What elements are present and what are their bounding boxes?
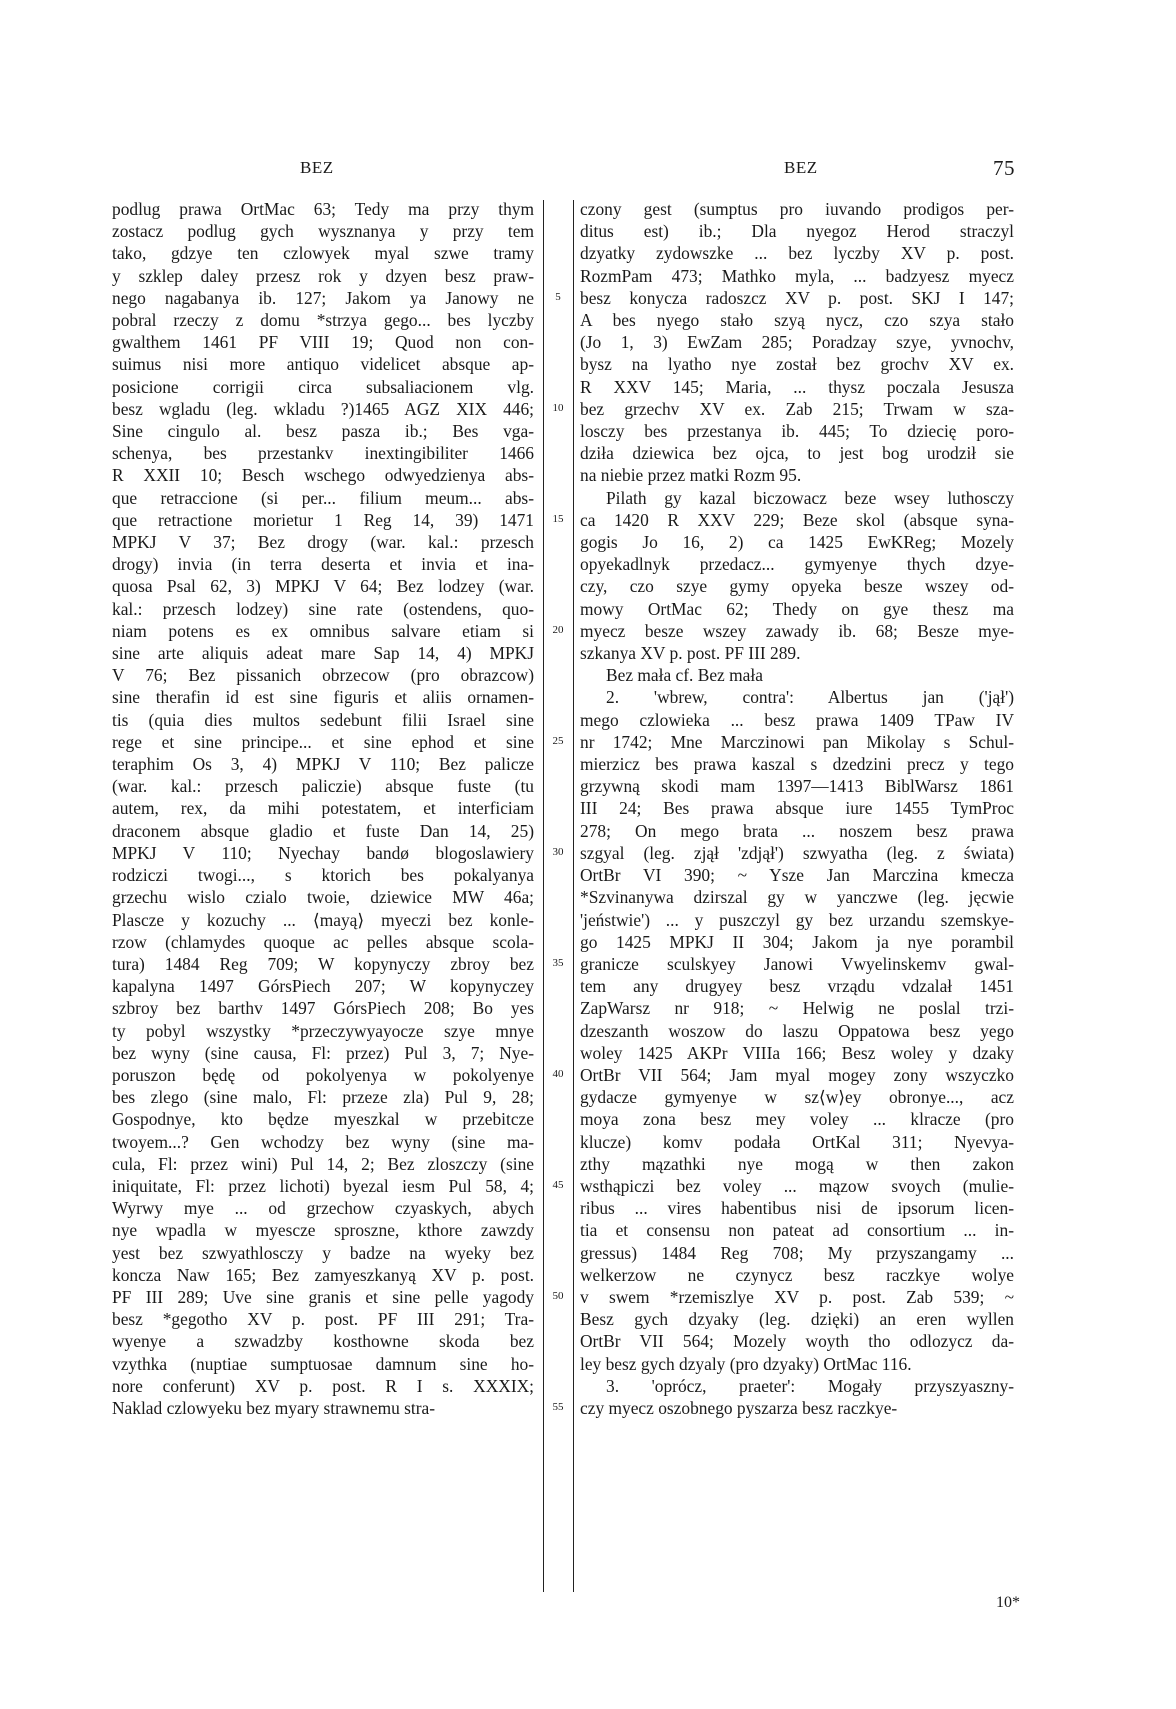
- text-line: niam potens es ex omnibus salvare etiam si: [112, 620, 534, 641]
- text-line: dzyatky zydowszke ... bez lyczby XV p. post.: [580, 243, 1014, 264]
- text-line: mego czlowieka ... besz prawa 1409 TPaw IV: [580, 709, 1014, 730]
- text-line: Gospodnye, kto będze myeszkal w przebitcze: [112, 1109, 534, 1130]
- text-line: wyenye a szwadzby kosthowne skoda bez: [112, 1331, 534, 1352]
- text-line: szgyal (leg. zjął 'zdjął') szwyatha (leg. z świata): [580, 842, 1014, 863]
- text-line: zostacz podlug gych wysznanya y przy tem: [112, 221, 534, 242]
- text-line: MPKJ V 110; Nyechay bandø blogoslawiery: [112, 842, 534, 863]
- text-line: A bes nyego stało szyą nycz, czo szya stało: [580, 310, 1014, 331]
- text-line: Plascze y kozuchy ... ⟨mayą⟩ myeczi bez konle-: [112, 909, 534, 930]
- text-line: gwalthem 1461 PF VIII 19; Quod non con-: [112, 332, 534, 353]
- text-line: sine arte aliquis adeat mare Sap 14, 4) MPKJ: [112, 643, 534, 664]
- text-line: cula, Fl: przez wini) Pul 14, 2; Bez zloszczy (sine: [112, 1153, 534, 1174]
- text-line: bysz na lyatho nye został bez grochv XV ex.: [580, 354, 1014, 375]
- text-line: 'jeństwie') ... y puszczyl gy bez urzandu szemskye-: [580, 909, 1014, 930]
- line-number: 10: [552, 401, 564, 414]
- text-line: (Jo 1, 3) EwZam 285; Poradzay szye, yvnochv,: [580, 332, 1014, 353]
- line-number: 40: [552, 1067, 564, 1080]
- text-line: gogis Jo 16, 2) ca 1425 EwKReg; Mozely: [580, 532, 1014, 553]
- text-line: grzechu wislo czialo twoie, dziewice MW 46a;: [112, 887, 534, 908]
- line-number: 45: [552, 1178, 564, 1191]
- text-line: gydacze gymyenye w sz⟨w⟩ey obronye..., acz: [580, 1087, 1014, 1108]
- text-line: besz konycza radoszcz XV p. post. SKJ I 147;: [580, 287, 1014, 308]
- text-line: PF III 289; Uve sine granis et sine pelle yagody: [112, 1286, 534, 1307]
- text-line: pobral rzeczy z domu *strzya gego... bes lyczby: [112, 310, 534, 331]
- text-line: OrtBr VII 564; Mozely woyth tho odlozycz da-: [580, 1331, 1014, 1352]
- text-line: schenya, bes przestankv inextingibiliter 1466: [112, 443, 534, 464]
- line-number: 20: [552, 623, 564, 636]
- text-line: besz wgladu (leg. wkladu ?)1465 AGZ XIX 446;: [112, 398, 534, 419]
- column-rule-left: [543, 200, 544, 1592]
- text-line: bez grzechv XV ex. Zab 215; Trwam w sza-: [580, 398, 1014, 419]
- text-line: twoyem...? Gen wchodzy bez wyny (sine ma-: [112, 1131, 534, 1152]
- text-line: ditus est) ib.; Dla nyegoz Herod straczyl: [580, 221, 1014, 242]
- text-line: podlug prawa OrtMac 63; Tedy ma przy thym: [112, 199, 534, 219]
- text-line: vzythka (nuptiae sumptuosae damnum sine ho-: [112, 1353, 534, 1374]
- text-line: nye wpadla w myescze sproszne, kthore zawzdy: [112, 1220, 534, 1241]
- text-line: klucze) komv podała OrtKal 311; Nyevya-: [580, 1131, 1014, 1152]
- signature-mark: 10*: [996, 1594, 1020, 1611]
- text-line: losczy bes przestanya ib. 445; To dziecię poro-: [580, 421, 1014, 442]
- text-line: go 1425 MPKJ II 304; Jakom ja nye porambil: [580, 931, 1014, 952]
- text-line: tia et consensu non pateat ad consortium ... in-: [580, 1220, 1014, 1241]
- text-line: kal.: przesch lodzey) sine rate (ostendens, quo-: [112, 598, 534, 619]
- text-line: mowy OrtMac 62; Thedy on gye thesz ma: [580, 598, 1014, 619]
- line-number: 5: [555, 290, 561, 303]
- line-number: 35: [552, 956, 564, 969]
- text-line: kapalyna 1497 GórsPiech 207; W kopynyczey: [112, 976, 534, 997]
- line-number: 25: [552, 734, 564, 747]
- text-line: czy myecz oszobnego pyszarza besz raczkye-: [580, 1397, 898, 1418]
- text-line: 3. 'oprócz, praeter': Mogały przyszyaszny-: [606, 1375, 1014, 1396]
- text-line: szbroy bez barthv 1497 GórsPiech 208; Bo yes: [112, 998, 534, 1019]
- text-line: nore conferunt) XV p. post. R I s. XXXIX;: [112, 1375, 534, 1396]
- text-line: ca 1420 R XXV 229; Beze skol (absque syna-: [580, 509, 1014, 530]
- text-line: szkanya XV p. post. PF III 289.: [580, 643, 801, 664]
- text-line: que retraccione (si per... filium meum... abs-: [112, 487, 534, 508]
- text-line: MPKJ V 37; Bez drogy (war. kal.: przesch: [112, 532, 534, 553]
- text-line: granicze sculskyey Janowi Vwyelinskemv gwal-: [580, 953, 1014, 974]
- text-line: nr 1742; Mne Marczinowi pan Mikolay s Schul-: [580, 731, 1014, 752]
- text-line: czy, czo szye gymy opyeka besze wszey od-: [580, 576, 1014, 597]
- text-line: autem, rex, da mihi potestatem, et interficiam: [112, 798, 534, 819]
- text-line: quosa Psal 62, 3) MPKJ V 64; Bez lodzey (war.: [112, 576, 534, 597]
- text-line: III 24; Bes prawa absque iure 1455 TymProc: [580, 798, 1014, 819]
- text-line: (war. kal.: przesch paliczie) absque fuste (tu: [112, 776, 534, 797]
- left-column: [112, 198, 534, 1419]
- text-line: R XXV 145; Maria, ... thysz poczala Jesusza: [580, 376, 1014, 397]
- text-line: Pilath gy kazal biczowacz beze wsey luthosczy: [606, 487, 1014, 508]
- text-line: poruszon będę od pokolyenya w pokolyenye: [112, 1064, 534, 1085]
- text-line: sine therafin id est sine figuris et aliis ornamen-: [112, 687, 534, 708]
- text-line: tura) 1484 Reg 709; W kopynyczy zbroy bez: [112, 953, 534, 974]
- text-line: Besz gych dzyaky (leg. dzięki) an eren wyllen: [580, 1309, 1014, 1330]
- text-line: welkerzow ne czynycz besz raczkye wolye: [580, 1264, 1014, 1285]
- text-line: Wyrwy mye ... od grzechow czyaskych, abych: [112, 1198, 534, 1219]
- running-head-right: BEZ: [784, 158, 818, 177]
- text-line: rege et sine principe... et sine ephod et sine: [112, 731, 534, 752]
- text-line: tako, gdzye ten czlowyek myal szwe tramy: [112, 243, 534, 264]
- text-line: teraphim Os 3, 4) MPKJ V 110; Bez palicze: [112, 754, 534, 775]
- line-number: 30: [552, 845, 564, 858]
- line-number: 15: [552, 512, 564, 525]
- text-line: v swem *rzemiszlye XV p. post. Zab 539; ~: [580, 1286, 1014, 1307]
- text-line: iniquitate, Fl: przez lichoti) byezal iesm Pul 58, 4;: [112, 1175, 534, 1196]
- text-line: mierzicz bes prawa kaszal s dzedzini precz y tego: [580, 754, 1014, 775]
- text-line: OrtBr VI 390; ~ Ysze Jan Marczina kmecza: [580, 865, 1014, 886]
- text-line: nego nagabanya ib. 127; Jakom ya Janowy ne: [112, 287, 534, 308]
- text-line: grzywną skodi mam 1397—1413 BiblWarsz 1861: [580, 776, 1014, 797]
- text-line: koncza Naw 165; Bez zamyeszkanyą XV p. post.: [112, 1264, 534, 1285]
- text-line: 2. 'wbrew, contra': Albertus jan ('jął'): [606, 687, 1014, 708]
- right-column: [580, 198, 1014, 1419]
- text-line: opyekadlnyk przedacz... gymyenye thych dzye-: [580, 554, 1014, 575]
- text-line: myecz besze wszey zawady ib. 68; Besze mye-: [580, 620, 1014, 641]
- text-line: ZapWarsz nr 918; ~ Helwig ne poslal trzi-: [580, 998, 1014, 1019]
- text-line: rzow (chlamydes quoque ac pelles absque scola-: [112, 931, 534, 952]
- text-line: gressus) 1484 Reg 708; My przyszangamy ...: [580, 1242, 1014, 1263]
- text-line: dziła dziewica bez ojca, to jest bog urodził sie: [580, 443, 1014, 464]
- text-line: V 76; Bez pissanich obrzecow (pro obrazcow): [112, 665, 534, 686]
- text-line: suimus nisi more antiquo videlicet absque ap-: [112, 354, 534, 375]
- text-line: yest bez szwyathlosczy y badze na wyeky bez: [112, 1242, 534, 1263]
- text-line: bez wyny (sine causa, Fl: przez) Pul 3, 7; Nye-: [112, 1042, 534, 1063]
- text-line: ty pobyl wszystky *przeczywyayocze szye mnye: [112, 1020, 534, 1041]
- text-line: OrtBr VII 564; Jam myal mogey zony wszyczko: [580, 1064, 1014, 1085]
- text-line: zthy mązathki nye mogą w then zakon: [580, 1153, 1014, 1174]
- text-line: besz *gegotho XV p. post. PF III 291; Tra-: [112, 1309, 534, 1330]
- text-line: draconem absque gladio et fuste Dan 14, 25): [112, 820, 534, 841]
- text-line: Naklad czlowyeku bez myary strawnemu stra-: [112, 1397, 436, 1418]
- text-line: na niebie przez matki Rozm 95.: [580, 465, 802, 486]
- text-line: 278; On mego brata ... noszem besz prawa: [580, 820, 1014, 841]
- text-line: posicione corrigii circa subsaliacionem vlg.: [112, 376, 534, 397]
- text-line: dzeszanth woszow do laszu Oppatowa besz yego: [580, 1020, 1014, 1041]
- text-line: ribus ... vires habentibus nisi de ipsorum licen-: [580, 1198, 1014, 1219]
- text-line: tis (quia dies multos sedebunt filii Israel sine: [112, 709, 534, 730]
- page-number: 75: [993, 156, 1015, 180]
- text-line: drogy) invia (in terra deserta et invia et ina-: [112, 554, 534, 575]
- text-line: que retractione morietur 1 Reg 14, 39) 1471: [112, 509, 534, 530]
- text-line: *Szvinanywa dzirszal gy w yanczwe (leg. jęcwie: [580, 887, 1014, 908]
- column-rule-right: [573, 200, 574, 1592]
- text-line: ley besz gych dzyaly (pro dzyaky) OrtMac 116.: [580, 1353, 912, 1374]
- text-line: RozmPam 473; Mathko myla, ... badzyesz myecz: [580, 265, 1014, 286]
- text-line: woley 1425 AKPr VIIIa 166; Besz woley y dzaky: [580, 1042, 1014, 1063]
- text-line: bes zlego (sine malo, Fl: przeze zla) Pul 9, 28;: [112, 1087, 534, 1108]
- line-number: 50: [552, 1289, 564, 1302]
- line-number: 55: [552, 1400, 564, 1413]
- text-line: rodziczi twogi..., s ktorich bes pokalyanya: [112, 865, 534, 886]
- text-line: czony gest (sumptus pro iuvando prodigos per-: [580, 199, 1014, 219]
- text-line: Sine cingulo al. besz pasza ib.; Bes vga-: [112, 421, 534, 442]
- text-line: tem any drugyey besz vrządu vdzalał 1451: [580, 976, 1014, 997]
- text-line: R XXII 10; Besch wschego odwyedzienya abs-: [112, 465, 534, 486]
- running-head-left: BEZ: [300, 158, 334, 177]
- text-line: wsthąpiczi bez voley ... mązow svoych (mulie-: [580, 1175, 1014, 1196]
- text-line: Bez mała cf. Bez mała: [606, 665, 763, 686]
- text-line: y szklep daley przesz rok y dzyen besz praw-: [112, 265, 534, 286]
- text-line: moya zona besz mey voley ... klracze (pro: [580, 1109, 1014, 1130]
